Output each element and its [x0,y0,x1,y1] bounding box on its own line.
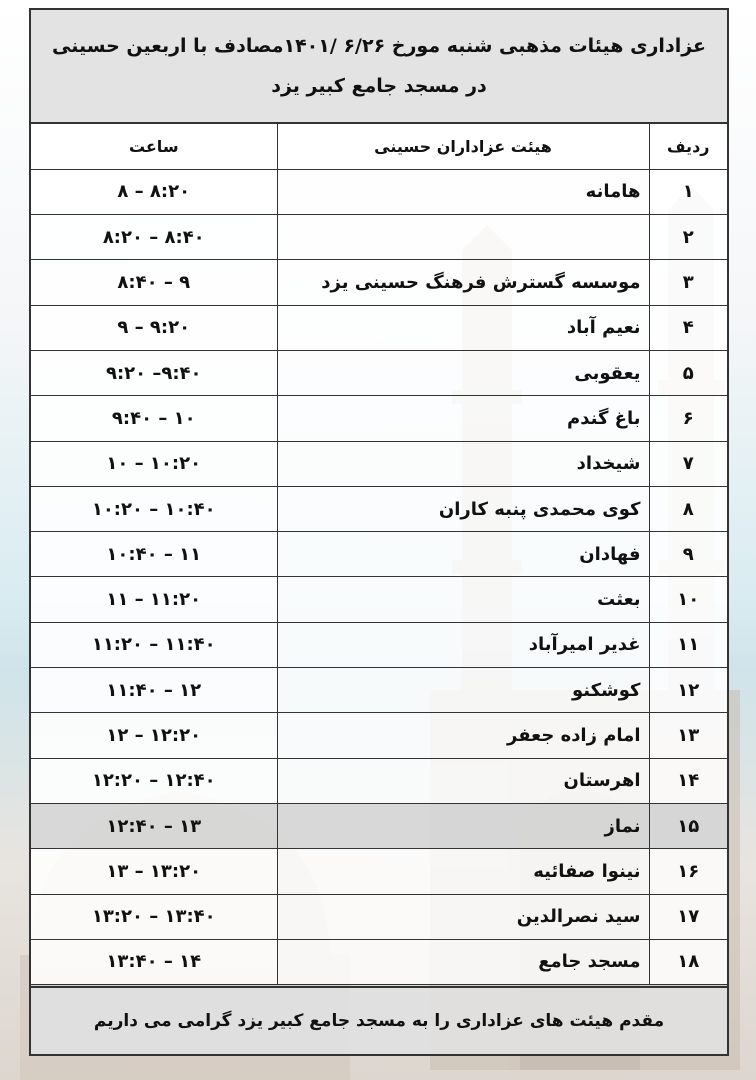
row-number: ۱۳ [649,713,727,758]
header-number: ردیف [649,124,727,169]
row-group-name: اهرستان [277,758,649,803]
row-time: ۱۱:۲۰ – ۱۱:۴۰ [31,622,277,667]
row-time: ۹:۴۰ – ۱۰ [31,396,277,441]
row-group-name: باغ گندم [277,396,649,441]
row-number: ۵ [649,350,727,395]
table-row [31,486,727,531]
table-header-row [31,124,727,169]
row-number: ۳ [649,260,727,305]
row-time: ۱۰:۲۰ – ۱۰:۴۰ [31,486,277,531]
row-time: ۱۳ – ۱۳:۲۰ [31,849,277,894]
table-row [31,894,727,939]
table-row [31,939,727,984]
table-row [31,713,727,758]
row-number: ۱۷ [649,894,727,939]
table-row [31,668,727,713]
schedule-table [31,124,727,985]
row-number: ۱۸ [649,939,727,984]
row-group-name: نینوا صفائیه [277,849,649,894]
row-number: ۹ [649,532,727,577]
table-row [31,441,727,486]
schedule-sheet [29,8,729,1056]
row-time: ۱۳:۲۰ – ۱۳:۴۰ [31,894,277,939]
table-row [31,169,727,214]
row-number: ۸ [649,486,727,531]
row-group-name: بعثت [277,577,649,622]
table-row-prayer [31,803,727,848]
row-number: ۲ [649,215,727,260]
row-group-name: یعقوبی [277,350,649,395]
table-row [31,215,727,260]
row-time: ۱۳:۴۰ – ۱۴ [31,939,277,984]
row-group-name: مسجد جامع [277,939,649,984]
table-row [31,532,727,577]
title-line-1: عزاداری هیئات مذهبی شنبه مورخ ۶/۲۶ /۱۴۰۱مصادف با اربعین حسینی [52,35,707,57]
row-number: ۱۴ [649,758,727,803]
header-time: ساعت [31,124,277,169]
table-row [31,849,727,894]
row-time: ۱۲:۴۰ – ۱۳ [31,803,277,848]
row-group-name: کوشکنو [277,668,649,713]
row-number: ۱۵ [649,803,727,848]
row-time: ۱۰ – ۱۰:۲۰ [31,441,277,486]
row-time: ۱۰:۴۰ – ۱۱ [31,532,277,577]
table-row [31,577,727,622]
table-row [31,758,727,803]
row-group-name: موسسه گسترش فرهنگ حسینی یزد [277,260,649,305]
row-number: ۱۰ [649,577,727,622]
table-row [31,350,727,395]
row-group-name: نعیم آباد [277,305,649,350]
row-time: ۱۲ – ۱۲:۲۰ [31,713,277,758]
row-time: ۹:۲۰ –۹:۴۰ [31,350,277,395]
row-number: ۱ [649,169,727,214]
row-group-name: امام زاده جعفر [277,713,649,758]
row-time: ۹ – ۹:۲۰ [31,305,277,350]
row-time: ۱۱:۴۰ – ۱۲ [31,668,277,713]
row-time: ۸:۲۰ – ۸:۴۰ [31,215,277,260]
row-time: ۸:۴۰ – ۹ [31,260,277,305]
row-time: ۱۲:۲۰ – ۱۲:۴۰ [31,758,277,803]
row-group-name: هامانه [277,169,649,214]
row-group-name: کوی محمدی پنبه کاران [277,486,649,531]
row-time: ۸ – ۸:۲۰ [31,169,277,214]
row-group-name: سید نصرالدین [277,894,649,939]
row-number: ۶ [649,396,727,441]
row-number: ۴ [649,305,727,350]
row-number: ۱۱ [649,622,727,667]
row-group-name: غدیر امیرآباد [277,622,649,667]
row-group-name [277,215,649,260]
header-group: هیئت عزاداران حسینی [277,124,649,169]
title-line-2: در مسجد جامع کبیر یزد [271,75,487,97]
footer-message: مقدم هیئت های عزاداری را به مسجد جامع کبیر یزد گرامی می داریم [31,986,727,1054]
row-group-name: شیخداد [277,441,649,486]
table-row [31,260,727,305]
table-row [31,622,727,667]
row-number: ۱۲ [649,668,727,713]
title-box [31,10,727,124]
table-row [31,396,727,441]
row-time: ۱۱ – ۱۱:۲۰ [31,577,277,622]
table-row [31,305,727,350]
row-group-name: فهادان [277,532,649,577]
row-number: ۷ [649,441,727,486]
row-group-name: نماز [277,803,649,848]
row-number: ۱۶ [649,849,727,894]
